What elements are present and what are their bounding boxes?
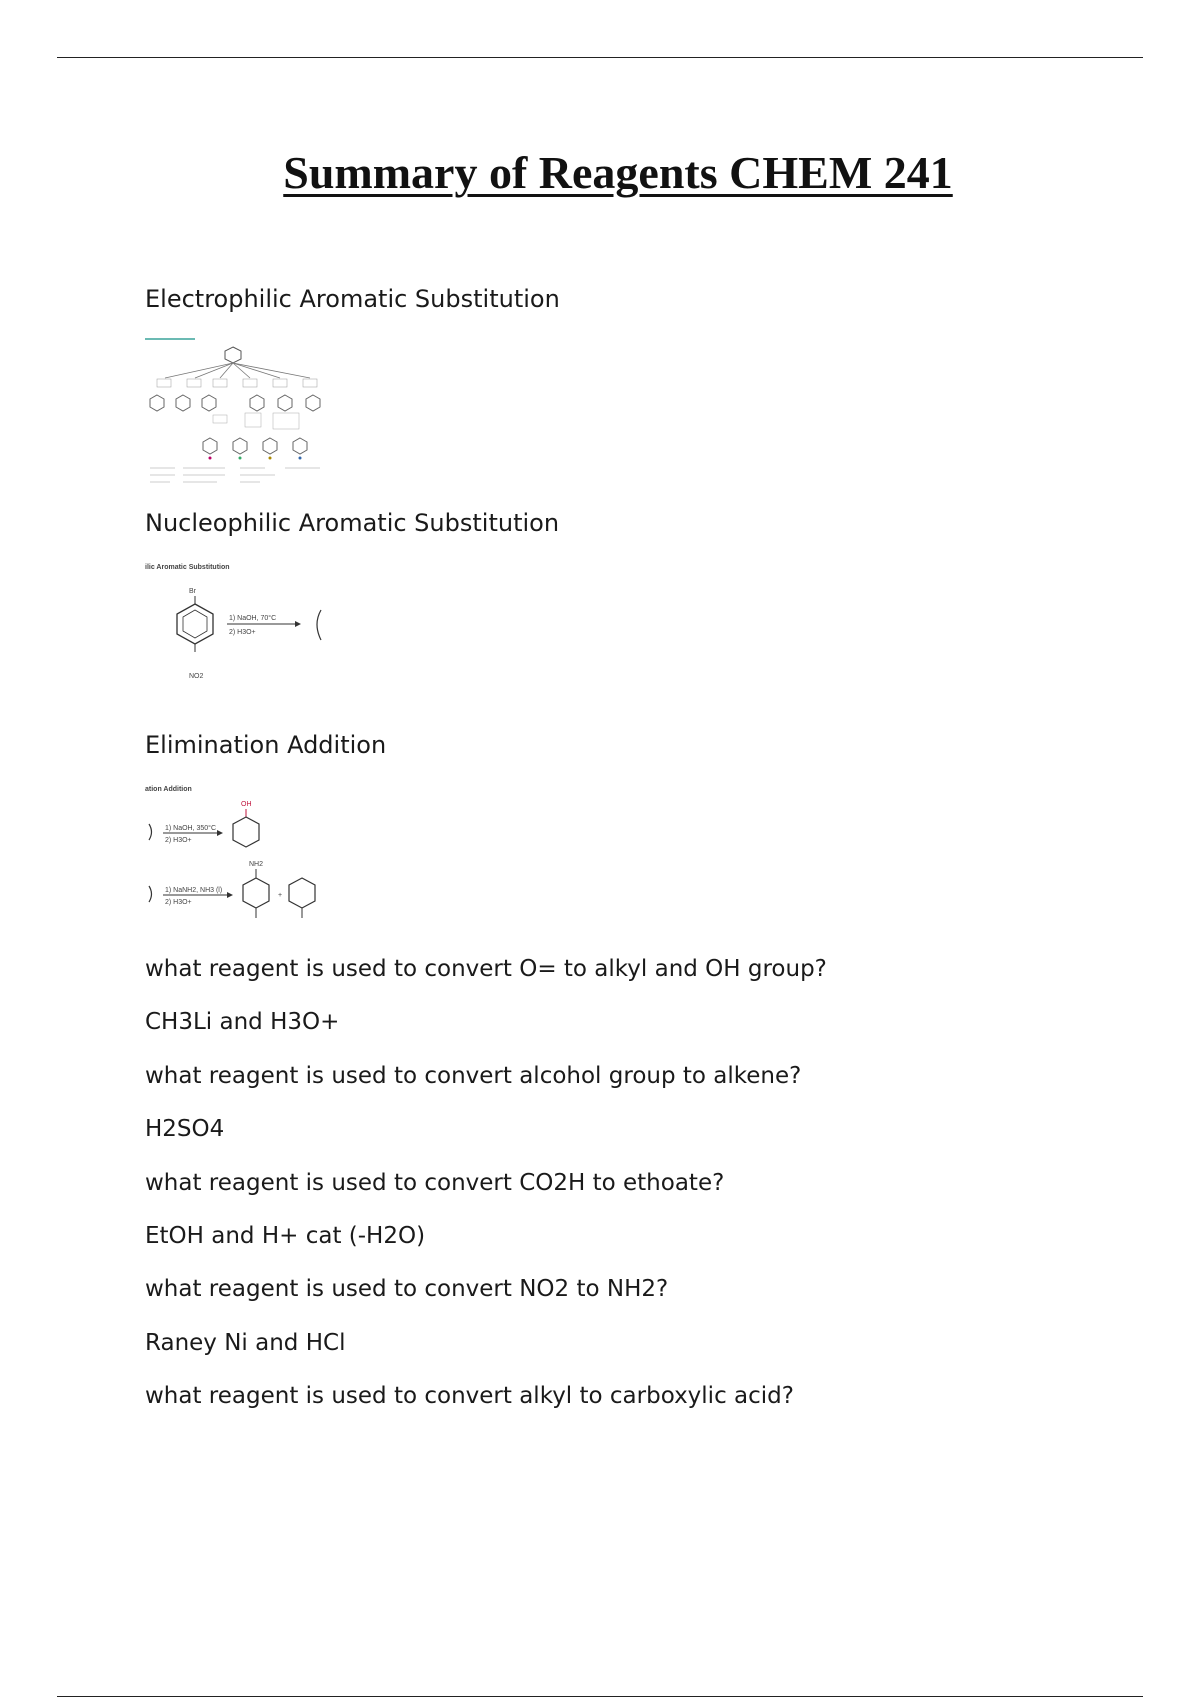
question-2: what reagent is used to convert alcohol group to alkene? (145, 1063, 802, 1089)
reaction-scheme-diagram-icon (145, 333, 330, 488)
section-heading-elimination: Elimination Addition (145, 731, 387, 759)
section-heading-electrophilic: Electrophilic Aromatic Substitution (145, 285, 560, 313)
reaction-scheme-diagram-icon (145, 560, 330, 690)
section-heading-nucleophilic: Nucleophilic Aromatic Substitution (145, 509, 560, 537)
reaction-scheme-diagram-icon (145, 782, 330, 932)
condition-1: 1) NaOH, 70°C (229, 615, 277, 622)
condition-bottom-2: 2) H3O+ (165, 899, 192, 906)
nucleophilic-substitution-figure (145, 560, 330, 690)
page-title: Summary of Reagents CHEM 241 (283, 147, 953, 198)
substituent-top: Br (189, 588, 196, 595)
answer-3: EtOH and H+ cat (-H2O) (145, 1223, 426, 1249)
question-1: what reagent is used to convert O= to alkyl and OH group? (145, 956, 827, 982)
answer-1: CH3Li and H3O+ (145, 1009, 340, 1035)
figure-caption: ation Addition (145, 786, 192, 793)
substituent-bottom: NO2 (189, 673, 204, 680)
question-4: what reagent is used to convert NO2 to NH2? (145, 1276, 669, 1302)
answer-2: H2SO4 (145, 1116, 225, 1142)
product-bottom-group: NH2 (249, 861, 264, 868)
condition-bottom-1: 1) NaNH2, NH3 (l) (165, 887, 223, 894)
electrophilic-substitution-figure (145, 333, 330, 488)
question-5: what reagent is used to convert alkyl to carboxylic acid? (145, 1383, 794, 1409)
condition-2: 2) H3O+ (229, 629, 256, 636)
top-rule (57, 57, 1143, 58)
bottom-rule (57, 1696, 1143, 1697)
product-top-group: OH (241, 801, 252, 808)
answer-4: Raney Ni and HCl (145, 1330, 346, 1356)
plus-sign: + (278, 892, 283, 899)
figure-caption: ilic Aromatic Substitution (145, 564, 230, 571)
condition-top-2: 2) H3O+ (165, 837, 192, 844)
elimination-addition-figure (145, 782, 330, 932)
question-3: what reagent is used to convert CO2H to ethoate? (145, 1170, 725, 1196)
condition-top-1: 1) NaOH, 350°C (165, 825, 217, 832)
